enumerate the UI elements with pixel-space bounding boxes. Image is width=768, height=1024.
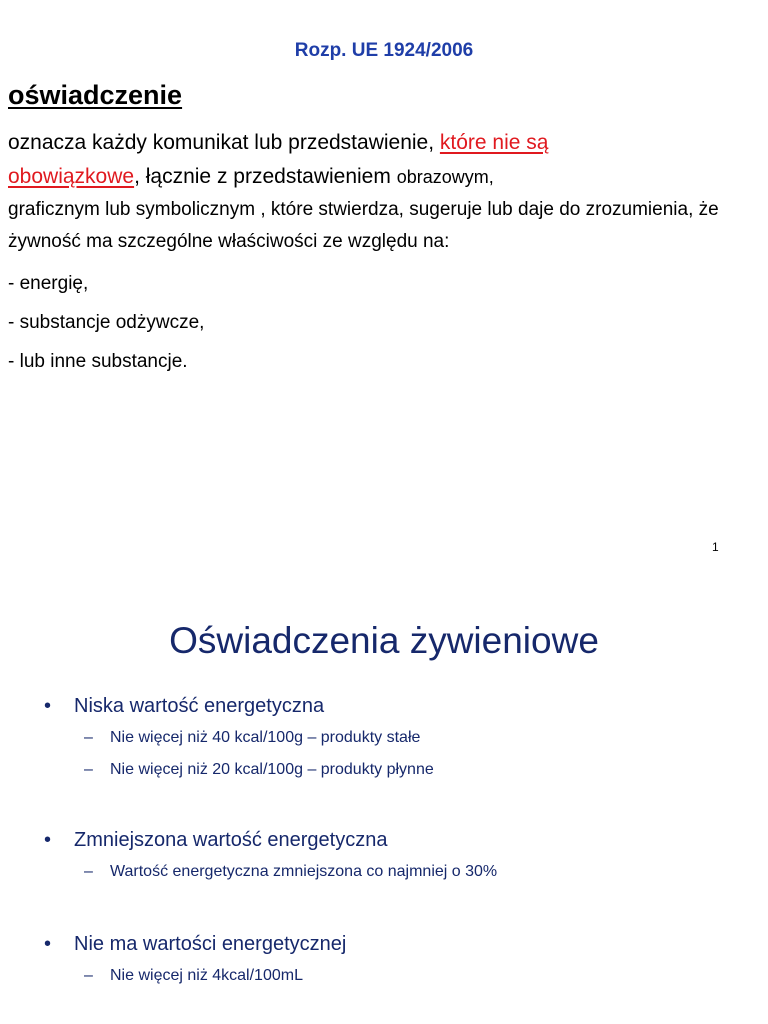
bullet-group (44, 931, 346, 989)
slide-2 (0, 575, 768, 1024)
bullet-item (44, 931, 346, 957)
definition-red-b: obowiązkowe (8, 165, 135, 188)
definition-text (8, 126, 760, 258)
sub-item (44, 963, 346, 989)
dash-icon: – (84, 863, 93, 880)
bullet-text: Niska wartość energetyczna (74, 695, 325, 717)
dash-icon: – (84, 967, 93, 984)
sub-text: Wartość energetyczna zmniejszona co najmniej o 30% (110, 863, 498, 880)
sub-text: Nie więcej niż 20 kcal/100g – produkty płynne (110, 761, 434, 778)
dash-icon: – (84, 729, 93, 746)
definition-part1: oznacza każdy komunikat lub przedstawienie, (8, 131, 440, 154)
definition-red-a: które nie są (439, 131, 549, 154)
bullet-text: Zmniejszona wartość energetyczna (74, 829, 388, 851)
bullet-icon: • (44, 933, 52, 955)
definition-line2: graficznym lub symbolicznym , które stwierdza, sugeruje lub daje do zrozumienia, że żywność ma szczególne właściwości ze względu na: (8, 199, 719, 252)
sub-item (44, 725, 434, 751)
page-number: 1 (712, 540, 719, 554)
regulation-title: Rozp. UE 1924/2006 (294, 40, 474, 61)
bullet-icon: • (44, 829, 52, 851)
slide-title: Oświadczenia żywieniowe (169, 620, 599, 661)
bullet-icon: • (44, 695, 52, 717)
bullet-text: Nie ma wartości energetycznej (74, 933, 347, 955)
sub-text: Nie więcej niż 40 kcal/100g – produkty stałe (110, 729, 421, 746)
sub-text: Nie więcej niż 4kcal/100mL (110, 967, 303, 984)
bullet-group (44, 827, 497, 885)
list-item: - energię, (8, 273, 89, 294)
list-item: - lub inne substancje. (8, 351, 188, 372)
term-heading: oświadczenie (8, 80, 183, 110)
bullet-group (44, 693, 434, 783)
definition-part2: , łącznie z przedstawieniem (134, 165, 397, 188)
bullet-item (44, 693, 434, 719)
bullet-item (44, 827, 497, 853)
sub-item (44, 859, 497, 885)
definition-part2-small: obrazowym, (396, 167, 494, 187)
list-item: - substancje odżywcze, (8, 312, 205, 333)
list (8, 264, 204, 381)
dash-icon: – (84, 761, 93, 778)
sub-item (44, 757, 434, 783)
